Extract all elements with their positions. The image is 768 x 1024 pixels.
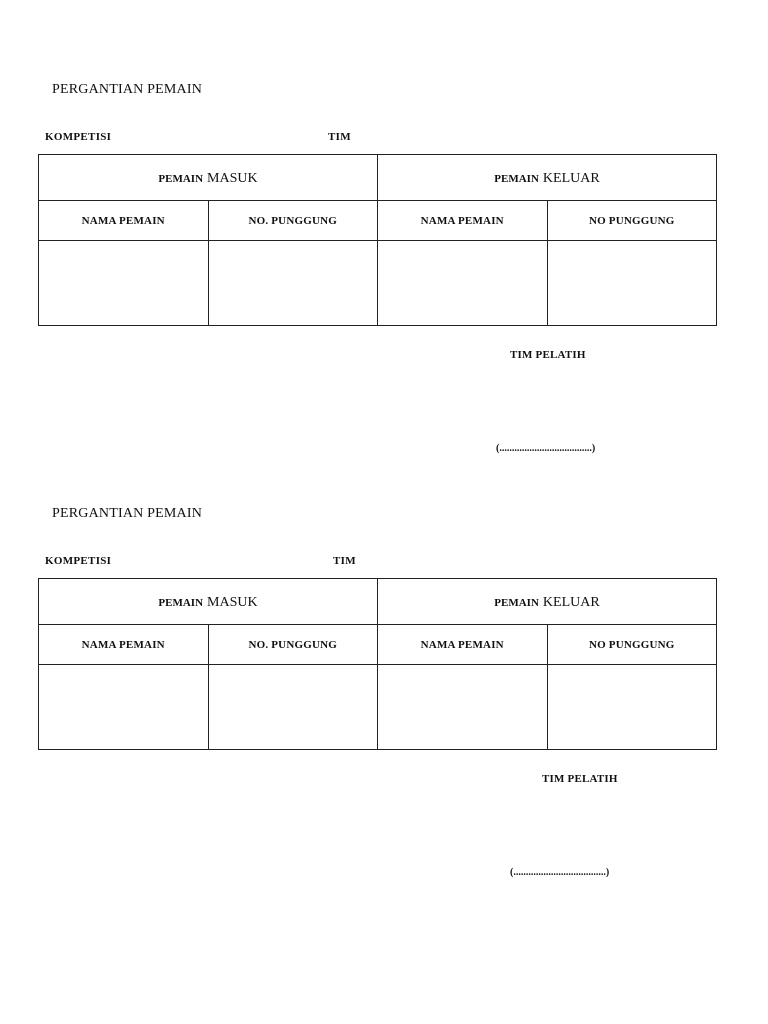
group-small-label: PEMAIN: [158, 172, 204, 185]
column-header-row: [39, 201, 717, 241]
substitution-form-1: [0, 0, 768, 454]
player-name-in-cell[interactable]: [39, 665, 209, 750]
entry-row: [39, 241, 717, 326]
jersey-no-out-cell[interactable]: [547, 241, 717, 326]
group-big-label: MASUK: [207, 170, 258, 186]
substitution-form-2: [0, 424, 768, 878]
col-header-player-name-out: NAMA PEMAIN: [378, 625, 548, 665]
substitution-table: [38, 578, 717, 750]
jersey-no-in-cell[interactable]: [208, 241, 378, 326]
player-name-in-cell[interactable]: [39, 241, 209, 326]
tim-label: TIM: [333, 555, 356, 567]
group-small-label: PEMAIN: [494, 172, 539, 185]
col-header-player-name-in: NAMA PEMAIN: [39, 625, 209, 665]
coach-label: TIM PELATIH: [542, 773, 618, 785]
column-header-row: [39, 625, 717, 665]
tim-label: TIM: [328, 131, 351, 143]
coach-label: TIM PELATIH: [510, 349, 586, 361]
form-title: PERGANTIAN PEMAIN: [52, 506, 203, 521]
jersey-no-in-cell[interactable]: [208, 665, 378, 750]
signature-line: (.....................................): [510, 867, 610, 878]
group-header-row: [39, 155, 717, 201]
col-header-jersey-no-in: NO. PUNGGUNG: [208, 201, 378, 241]
group-small-label: PEMAIN: [158, 596, 204, 609]
group-big-label: MASUK: [207, 594, 258, 610]
col-header-jersey-no-out: NO PUNGGUNG: [547, 201, 717, 241]
group-big-label: KELUAR: [542, 594, 600, 610]
form-title: PERGANTIAN PEMAIN: [52, 82, 203, 97]
col-header-player-name-in: NAMA PEMAIN: [39, 201, 209, 241]
col-header-jersey-no-out: NO PUNGGUNG: [547, 625, 717, 665]
group-header-row: [39, 579, 717, 625]
kompetisi-label: KOMPETISI: [45, 555, 112, 567]
substitution-table: [38, 154, 717, 326]
group-header-out: [378, 155, 717, 201]
group-small-label: PEMAIN: [494, 596, 539, 609]
group-header-in: [39, 155, 378, 201]
kompetisi-label: KOMPETISI: [45, 131, 112, 143]
col-header-player-name-out: NAMA PEMAIN: [378, 201, 548, 241]
signature-line: (.....................................): [496, 443, 596, 454]
group-header-in: [39, 579, 378, 625]
col-header-jersey-no-in: NO. PUNGGUNG: [208, 625, 378, 665]
group-header-out: [378, 579, 717, 625]
player-name-out-cell[interactable]: [378, 241, 548, 326]
jersey-no-out-cell[interactable]: [547, 665, 717, 750]
group-big-label: KELUAR: [542, 170, 600, 186]
entry-row: [39, 665, 717, 750]
player-name-out-cell[interactable]: [378, 665, 548, 750]
